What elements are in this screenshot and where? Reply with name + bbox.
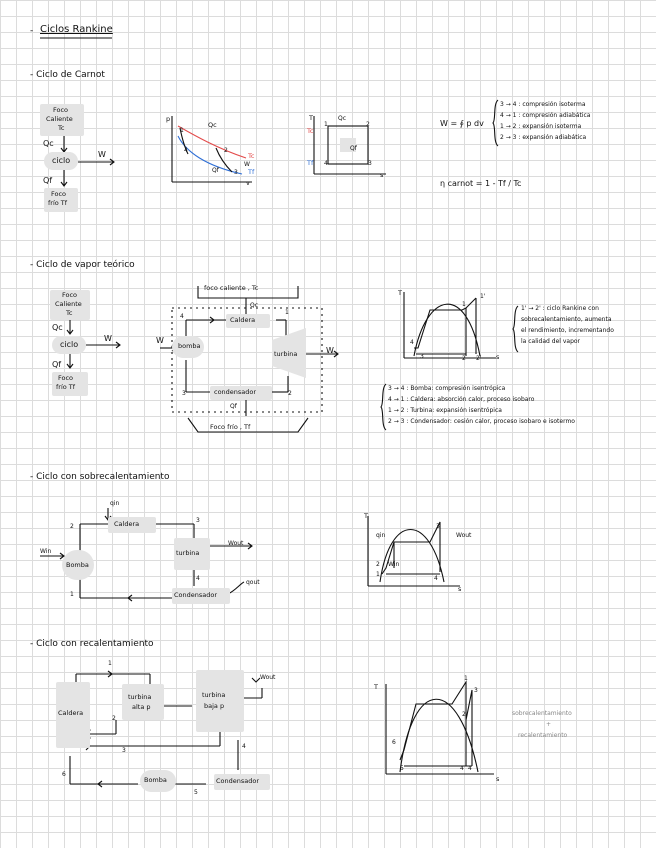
- sobre-ts-qin: qin: [376, 532, 386, 539]
- carnot-process-3: 1 → 2 : expansión isoterma: [500, 123, 582, 130]
- vapor-arrow-qf: [66, 354, 76, 372]
- pv-tc-label: Tc: [248, 152, 255, 160]
- vapor-hot-focus-1: Foco: [62, 291, 78, 299]
- recal-n3: 3: [122, 747, 126, 754]
- pv-qf-label: Qf: [212, 167, 219, 174]
- vapor-note-2: sobrecalentamiento, aumenta: [521, 316, 612, 323]
- vapor-process-2: 4 → 1 : Caldera: absorción calor, proceso isobaro: [388, 396, 535, 403]
- recal-ts-n4: 4: [460, 765, 464, 772]
- ts-qc-label: Qc: [338, 115, 347, 122]
- recal-wout: Wout: [260, 674, 276, 681]
- pv-n3: 3: [234, 169, 238, 176]
- carnot-efficiency: η carnot = 1 - Tf / Tc: [440, 179, 522, 188]
- vapor-note-1: 1' → 2' : ciclo Rankine con: [521, 305, 599, 312]
- vapor-process-1: 3 → 4 : Bomba: compresión isentrópica: [388, 385, 506, 392]
- recal-turbina-baja-2: baja p: [204, 702, 225, 710]
- sobre-ts-win: Win: [388, 561, 400, 568]
- pv-n4: 4: [184, 147, 188, 154]
- vapor-n4: 4: [180, 313, 184, 320]
- pv-n1: 1: [180, 127, 184, 134]
- ts-n3: 3: [368, 160, 372, 167]
- carnot-qf-label: Qf: [43, 176, 53, 185]
- vapor-w-in: W: [156, 336, 164, 345]
- carnot-hot-focus-1: Foco: [53, 106, 69, 114]
- carnot-brace: [492, 100, 500, 146]
- vapor-caldera-label: Caldera: [230, 316, 256, 324]
- vapor-note-4: la calidad del vapor: [521, 338, 581, 345]
- recal-turbina-alta-2: alta p: [132, 703, 151, 711]
- sobre-bomba-label: Bomba: [66, 561, 89, 569]
- recal-ts-n2: 2: [462, 711, 466, 718]
- sobre-qout: qout: [246, 579, 260, 586]
- vapor-qf-label: Qf: [52, 360, 62, 369]
- vapor-note-brace: [512, 306, 520, 352]
- carnot-process-2: 4 → 1 : compresión adiabática: [500, 112, 591, 119]
- recal-n6: 6: [62, 771, 66, 778]
- carnot-hot-focus-3: Tc: [58, 124, 65, 132]
- vapor-qc-label: Qc: [52, 323, 63, 332]
- sobre-qin: qin: [110, 500, 120, 507]
- vapor-process-3: 1 → 2 : Turbina: expansión isentrópica: [388, 407, 502, 414]
- ts-s-label: s: [380, 171, 384, 179]
- recal-ts-n1: 1: [464, 675, 468, 682]
- carnot-cold-focus-2: frío Tf: [48, 199, 68, 207]
- recal-ts-n3: 3: [474, 687, 478, 694]
- vapor-plant-diagram: [160, 280, 330, 440]
- sobre-ts-t: T: [364, 512, 368, 520]
- vapor-bottom-label: Foco frío , Tf: [210, 423, 251, 431]
- sobre-ts-s: s: [458, 585, 462, 593]
- recal-n2: 2: [112, 715, 116, 722]
- carnot-process-4: 2 → 3 : expansión adiabática: [500, 134, 587, 141]
- carnot-qc-label: Qc: [43, 139, 54, 148]
- recal-turbina-alta-1: turbina: [128, 693, 152, 701]
- recal-caldera-label: Caldera: [58, 709, 84, 717]
- pv-n2: 2: [224, 147, 228, 154]
- sobre-ts-wout: Wout: [456, 532, 472, 539]
- sobre-turbina-label: turbina: [176, 549, 200, 557]
- ts-tf-label: Tf: [307, 159, 314, 167]
- vapor-w-label: W: [104, 334, 112, 343]
- ts-t-label: T: [309, 114, 313, 122]
- vapor-cycle-label: ciclo: [60, 340, 79, 349]
- vapor-turbina-label: turbina: [274, 350, 298, 358]
- vapor-ts-s: s: [496, 353, 500, 361]
- vapor-cold-focus-2: frío Tf: [56, 383, 76, 391]
- sobre-ts-n3: 3: [436, 523, 440, 530]
- carnot-arrow-w: [78, 158, 118, 168]
- vapor-top-label: foco caliente , Tc: [204, 284, 259, 292]
- recal-turbina-baja-box: [196, 670, 244, 732]
- recal-side-note-3: recalentamiento: [518, 732, 568, 739]
- recal-side-note-2: +: [546, 721, 552, 728]
- sobre-n2: 2: [70, 523, 74, 530]
- sobre-ts-diagram: [360, 512, 470, 592]
- ts-n2: 2: [366, 121, 370, 128]
- sobre-ts-n2: 2: [376, 561, 380, 568]
- carnot-cold-focus-1: Foco: [51, 190, 67, 198]
- vapor-ts-n2: 2: [462, 355, 466, 362]
- title-underline: [40, 37, 120, 41]
- vapor-cold-focus-1: Foco: [58, 374, 74, 382]
- vapor-process-brace: [380, 384, 388, 430]
- ts-tc-label: Tc: [307, 127, 314, 135]
- sobre-heading: - Ciclo con sobrecalentamiento: [30, 472, 170, 482]
- recal-ts-n6: 6: [392, 739, 396, 746]
- carnot-w-label: W: [98, 150, 106, 159]
- sobre-n3: 3: [196, 517, 200, 524]
- vapor-ts-t: T: [398, 289, 402, 297]
- vapor-n3: 3: [182, 390, 186, 397]
- recal-bomba-label: Bomba: [144, 776, 167, 784]
- recal-side-note-1: sobrecalentamiento: [512, 710, 572, 717]
- carnot-work-eq: W = ∮ p dv: [440, 119, 484, 128]
- ts-n4: 4: [324, 160, 328, 167]
- vapor-ts-n1p: 1': [480, 293, 486, 300]
- vapor-n2: 2: [288, 390, 292, 397]
- vapor-bomba-label: bomba: [178, 342, 201, 350]
- vapor-n1: 1: [285, 309, 289, 316]
- pv-qc-label: Qc: [208, 121, 217, 129]
- title-dash: -: [30, 26, 34, 36]
- recal-turbina-alta-box: [122, 684, 164, 720]
- recal-ts-diagram: [378, 680, 498, 780]
- recal-n5: 5: [194, 789, 198, 796]
- carnot-hot-focus-2: Caliente: [46, 115, 73, 123]
- vapor-qc-small: Qc: [250, 302, 259, 309]
- recal-condensador-label: Condensador: [216, 777, 260, 785]
- recal-n1: 1: [108, 660, 112, 667]
- vapor-ts-n4: 4: [410, 339, 414, 346]
- pv-p-label: p: [166, 115, 171, 123]
- vapor-hot-focus-3: Tc: [66, 309, 73, 317]
- carnot-cycle-label: ciclo: [52, 156, 71, 165]
- recal-heading: - Ciclo con recalentamiento: [30, 639, 154, 649]
- recal-ts-n4p: 4: [468, 765, 472, 772]
- sobre-n4: 4: [196, 575, 200, 582]
- recal-ts-n5: 5: [400, 765, 404, 772]
- carnot-process-1: 3 → 4 : compresión isoterma: [500, 101, 586, 108]
- pv-v-label: v: [246, 179, 250, 187]
- carnot-heading: - Ciclo de Carnot: [30, 70, 105, 80]
- vapor-ts-diagram: [396, 288, 506, 368]
- vapor-hot-focus-2: Caliente: [55, 300, 82, 308]
- vapor-condensador-label: condensador: [214, 388, 257, 396]
- ts-qf-label: Qf: [350, 145, 357, 152]
- sobre-caldera-label: Caldera: [114, 520, 140, 528]
- sobre-win: Win: [40, 548, 52, 555]
- vapor-ts-n3: 3: [420, 353, 424, 360]
- ts-n1: 1: [324, 121, 328, 128]
- vapor-w-out: W: [326, 346, 334, 355]
- recal-ts-s: s: [496, 775, 500, 783]
- sobre-n1: 1: [70, 591, 74, 598]
- carnot-arrow-qf: [60, 170, 70, 188]
- vapor-ts-n1: 1: [462, 301, 466, 308]
- page-title: Ciclos Rankine: [40, 24, 113, 35]
- vapor-heading: - Ciclo de vapor teórico: [30, 260, 135, 270]
- sobre-ts-n1: 1: [376, 571, 380, 578]
- sobre-ts-n4: 4: [434, 575, 438, 582]
- sobre-wout: Wout: [228, 540, 244, 547]
- recal-ts-t: T: [374, 683, 378, 691]
- vapor-note-3: el rendimiento, incrementando: [521, 327, 614, 334]
- pv-tf-label: Tf: [248, 168, 255, 176]
- recal-n4: 4: [242, 743, 246, 750]
- pv-w-label: W: [244, 161, 250, 168]
- recal-turbina-baja-1: turbina: [202, 691, 226, 699]
- sobre-condensador-label: Condensador: [174, 591, 218, 599]
- vapor-qf-small: Qf: [230, 403, 237, 410]
- vapor-ts-n2p: 2': [476, 355, 482, 362]
- vapor-process-4: 2 → 3 : Condensador: cesión calor, proceso isobaro e isotermo: [388, 418, 575, 425]
